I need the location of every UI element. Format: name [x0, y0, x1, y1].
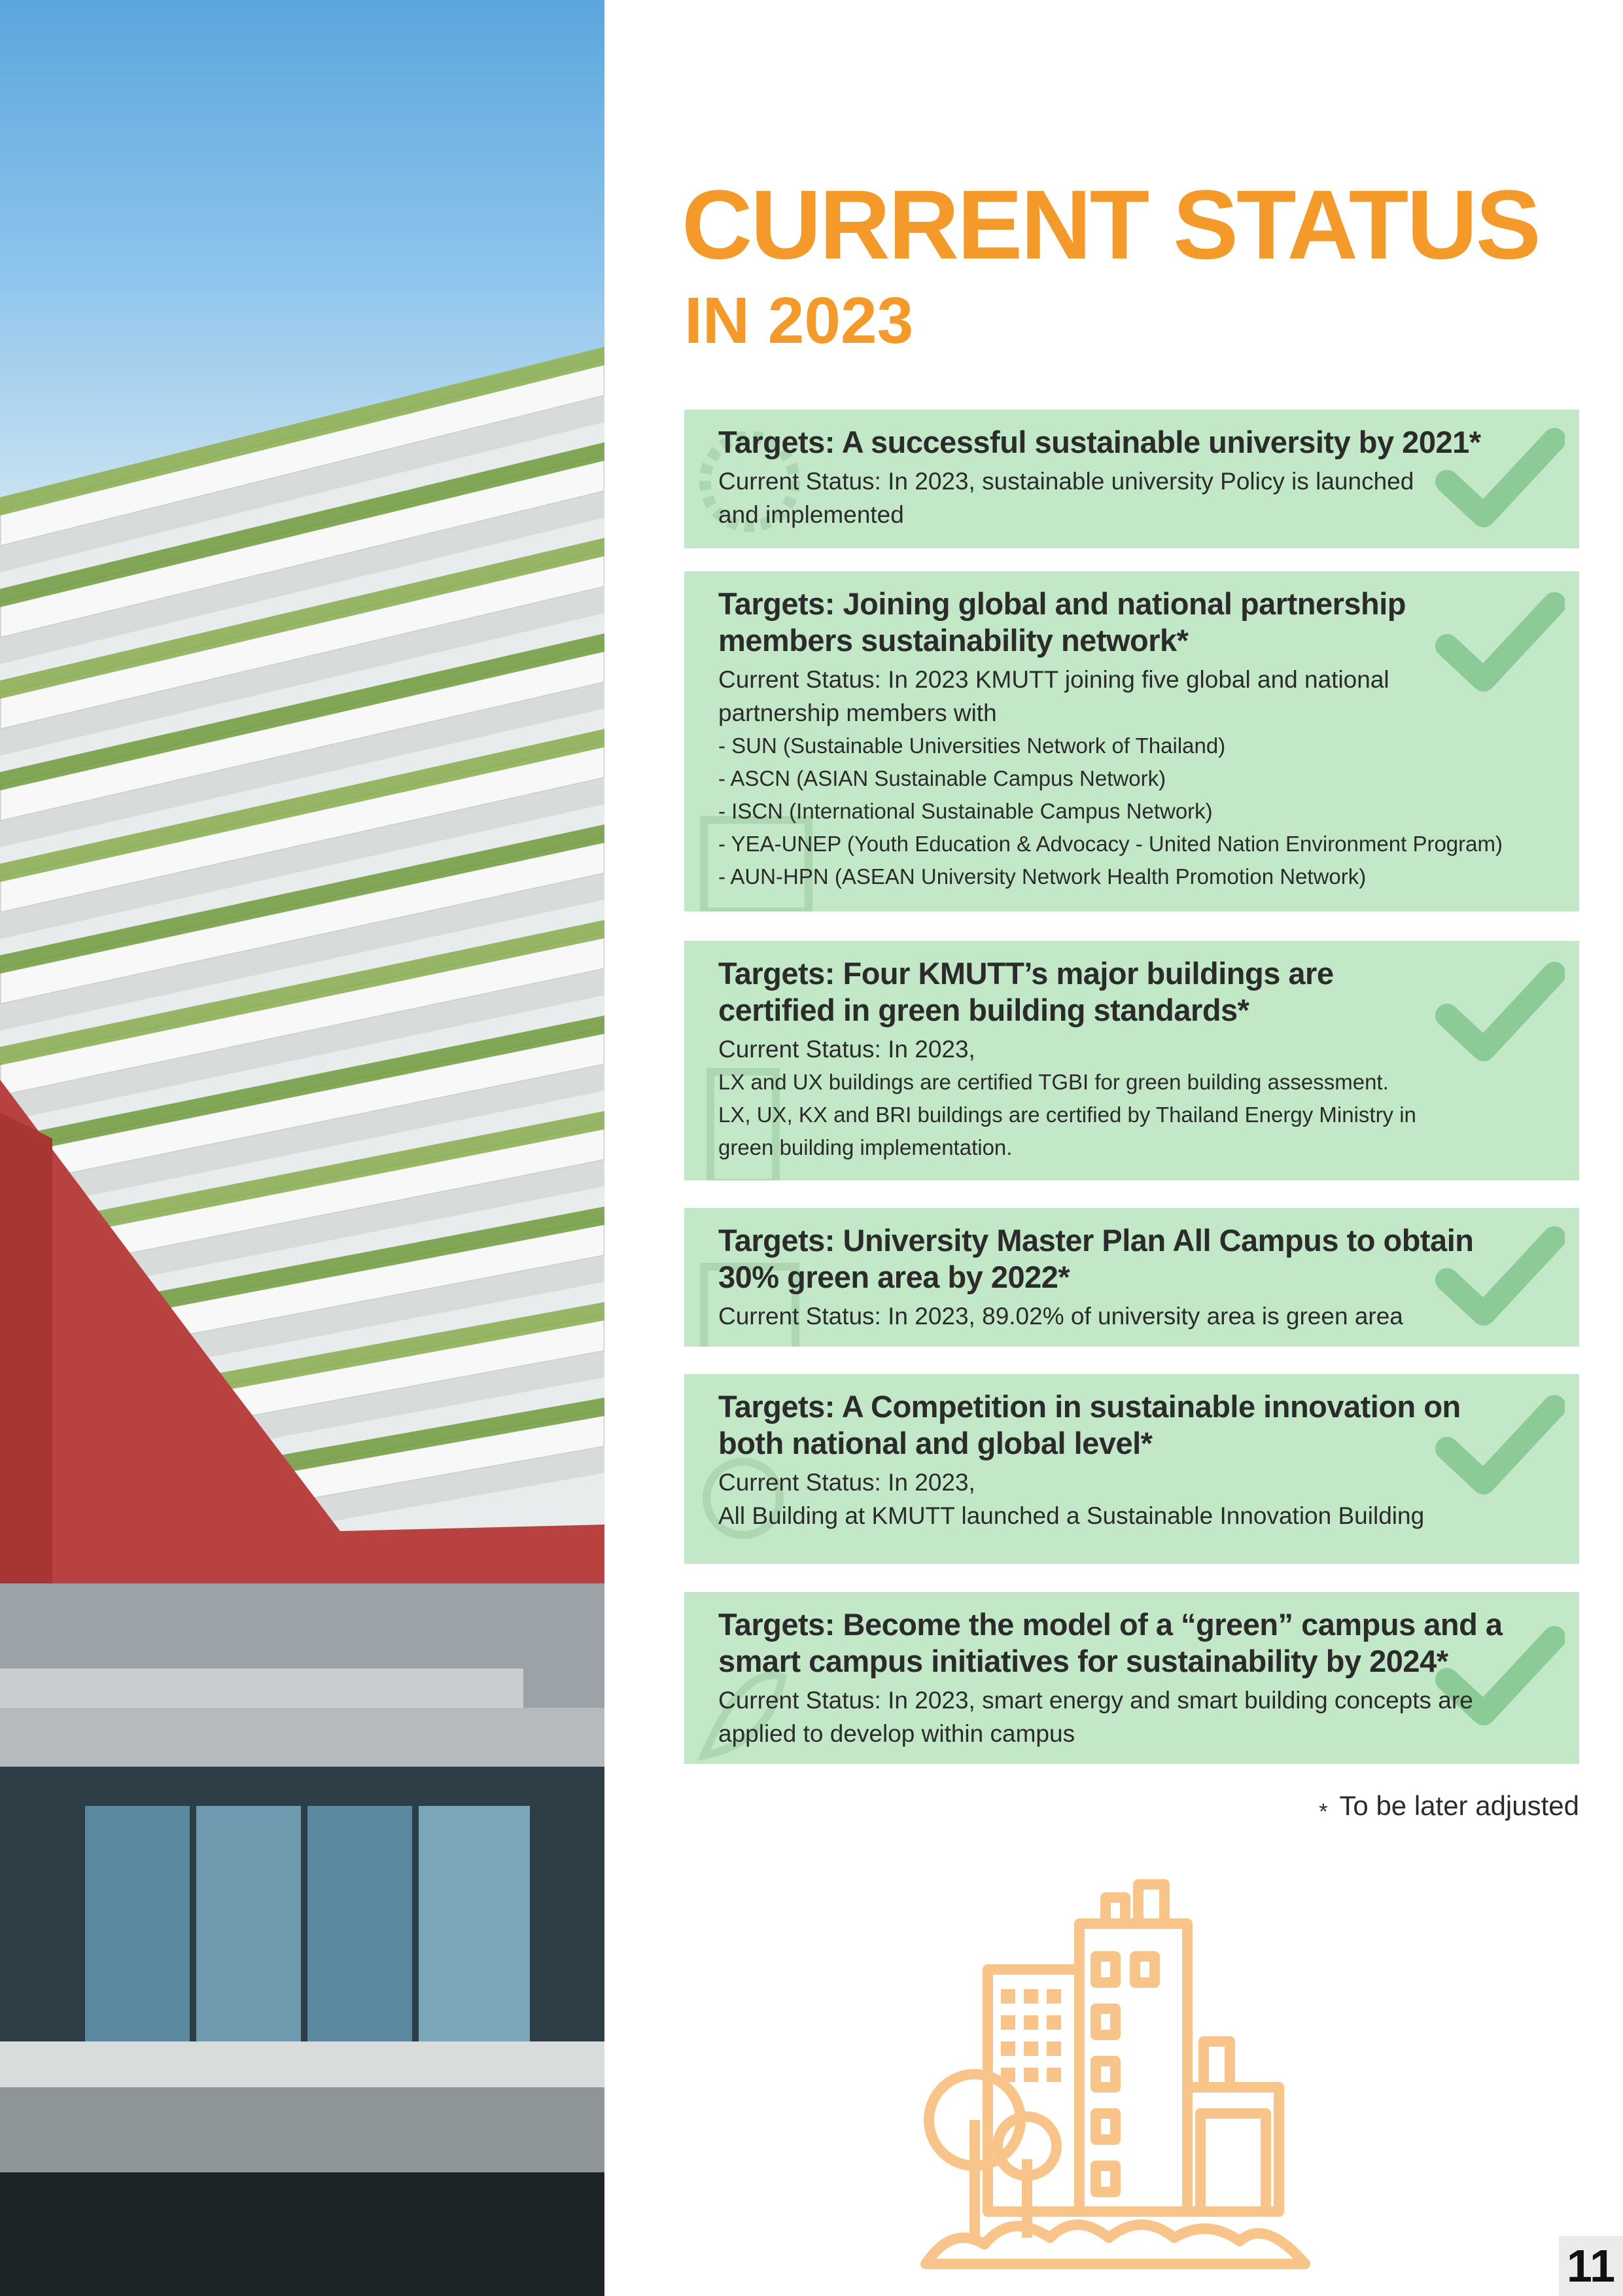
list-item: - ISCN (International Sustainable Campus Network) — [718, 799, 1213, 823]
footnote-marker: * — [1319, 1799, 1328, 1824]
target-heading: Targets: A Competition in sustainable innovation on both national and global level* — [718, 1389, 1461, 1460]
target-card-4 — [684, 1208, 1579, 1347]
green-building-photo — [0, 0, 604, 2296]
list-item: - YEA-UNEP (Youth Education & Advocacy - United Nation Environment Program) — [718, 832, 1503, 856]
target-card-6 — [684, 1592, 1579, 1764]
target-card-5 — [684, 1374, 1579, 1564]
target-card-2 — [684, 571, 1579, 911]
current-status: Current Status: In 2023, smart energy and smart building concepts are applied to develop within campus — [718, 1687, 1473, 1747]
target-heading: Targets: University Master Plan All Campus to obtain 30% green area by 2022* — [718, 1223, 1474, 1294]
target-card-3 — [684, 941, 1579, 1180]
page-subtitle: IN 2023 — [684, 284, 914, 357]
list-item: - SUN (Sustainable Universities Network of Thailand) — [718, 733, 1226, 758]
target-card-1 — [684, 410, 1579, 548]
current-status: Current Status: In 2023, sustainable university Policy is launched and implemented — [718, 468, 1414, 528]
target-heading: Targets: Become the model of a “green” campus and a smart campus initiatives for sustainability by 2024* — [718, 1607, 1503, 1678]
innovation-detail: All Building at KMUTT launched a Sustainable Innovation Building — [718, 1502, 1425, 1529]
page-number: 11 — [1559, 2236, 1623, 2296]
list-item: - ASCN (ASIAN Sustainable Campus Network) — [718, 766, 1166, 790]
target-heading: Targets: Joining global and national partnership members sustainability network* — [718, 586, 1406, 658]
current-status: Current Status: In 2023 KMUTT joining five global and national partnership members with — [718, 666, 1389, 726]
current-status: Current Status: In 2023, — [718, 1469, 975, 1496]
building-illustration — [0, 0, 604, 2296]
current-status: Current Status: In 2023, 89.02% of university area is green area — [718, 1303, 1403, 1330]
certification-detail-energy: LX, UX, KX and BRI buildings are certified by Thailand Energy Ministry in green building implementation. — [718, 1103, 1416, 1159]
certification-detail-tgbi: LX and UX buildings are certified TGBI for green building assessment. — [718, 1070, 1389, 1094]
city-buildings-icon — [913, 1871, 1318, 2277]
partner-network-list — [718, 730, 1545, 893]
current-status: Current Status: In 2023, — [718, 1036, 975, 1063]
target-heading: Targets: A successful sustainable university by 2021* — [718, 425, 1481, 459]
list-item: - AUN-HPN (ASEAN University Network Health Promotion Network) — [718, 864, 1367, 889]
footnote-text: To be later adjusted — [1339, 1790, 1579, 1821]
page-title: CURRENT STATUS — [682, 169, 1539, 279]
target-heading: Targets: Four KMUTT’s major buildings are certified in green building standards* — [718, 956, 1334, 1027]
footnote — [1319, 1790, 1579, 1825]
